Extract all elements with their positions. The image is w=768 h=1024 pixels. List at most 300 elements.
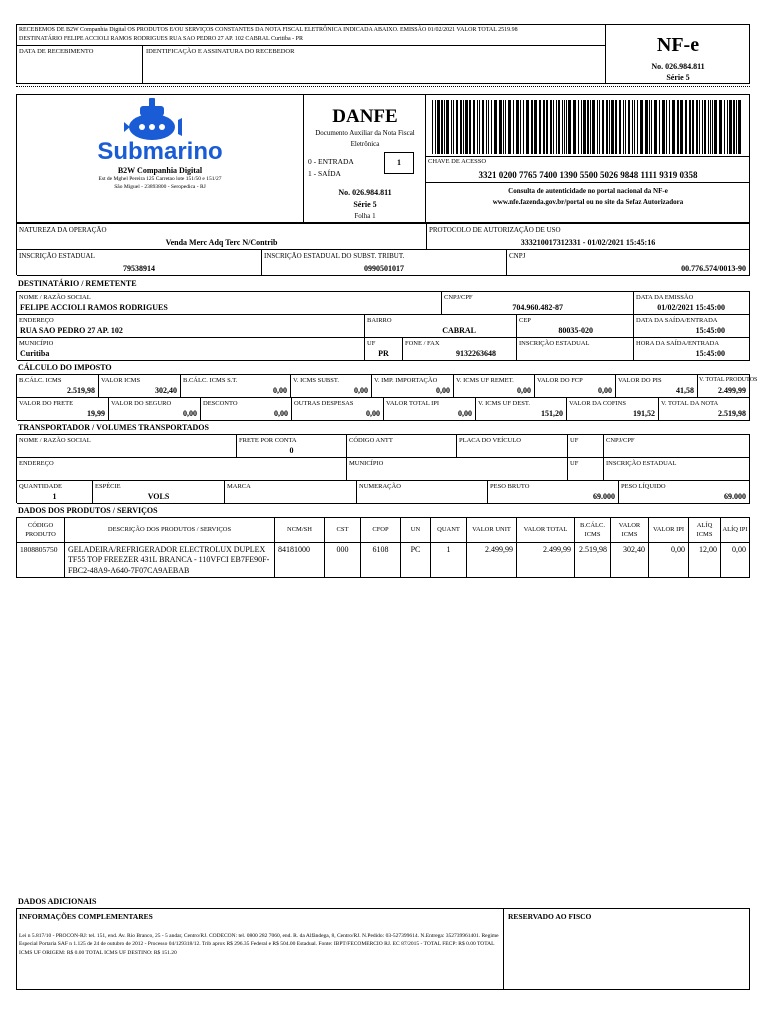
- imposto-label: V. TOTAL DA NOTA: [661, 400, 719, 407]
- barcode-bar: [494, 100, 497, 154]
- info-complementares-text: Lei n 5.817/10 - PROCON-RJ: tel. 151, end. Av. Rio Branco, 25 - 5 andar, Centro/RJ. CODECON: tel. 0800 282 7060, end. R. da Alfândega, 8, Centro/RJ. N.Pedido: 03-527399614. N.Entrega: 352739961401. Regime Especial Portaria SAF n 1.125 de 24 de outubro de 2012 - Processo 04/129318/12. Trib aprox R$ 296.35 Federal e R$ 504.00 Estadual. Fonte: IBPT/FECOMERCIO RJ. EC 87/2015 - TOTAL FECP: R$ 0.00 TOTAL ICMS UF ORIGEM: R$ 0.00 TOTAL ICMS UF DESTINO: R$ 151.20: [19, 933, 499, 956]
- produto-un: PC: [401, 543, 431, 577]
- barcode-bar: [587, 100, 589, 154]
- produto-cst: 000: [325, 543, 361, 577]
- iest-cell: [262, 250, 507, 276]
- imposto-label: V. TOTAL PRODUTOS: [699, 377, 758, 383]
- imposto-value: 2.519,98: [67, 386, 95, 395]
- transp-qtd-cell: [17, 481, 93, 504]
- transp-peso-bruto-value: 69.000: [593, 492, 615, 501]
- barcode-bar: [550, 100, 552, 154]
- col-valor-unit: VALOR UNIT: [467, 518, 517, 543]
- produto-aliq-ipi: 0,00: [721, 543, 750, 577]
- barcode-bar: [597, 100, 598, 154]
- barcode-bar: [578, 100, 579, 154]
- dest-cep-cell: [517, 315, 634, 338]
- dest-ie-label: INSCRIÇÃO ESTADUAL: [519, 340, 590, 347]
- dest-grid: [16, 291, 750, 360]
- danfe-box: [304, 94, 426, 223]
- dest-bairro-label: BAIRRO: [367, 317, 392, 324]
- col-cfop: CFOP: [361, 518, 401, 543]
- protocolo-label: PROTOCOLO DE AUTORIZAÇÃO DE USO: [429, 226, 561, 234]
- barcode-bar: [437, 100, 440, 154]
- dest-cpf-value: 704.960.482-87: [512, 303, 563, 312]
- transp-end-label: ENDEREÇO: [19, 460, 54, 467]
- imposto-value: 0,00: [517, 386, 531, 395]
- ie-value: 79538914: [123, 264, 155, 273]
- barcode-bar: [634, 100, 635, 154]
- transp-end-cell: [17, 458, 347, 481]
- dest-cpf-label: CNPJ/CPF: [444, 294, 473, 301]
- barcode-bar: [659, 100, 660, 154]
- transp-peso-liquido-value: 69.000: [724, 492, 746, 501]
- imposto-value: 191,52: [633, 409, 655, 418]
- imposto-desconto-cell: [201, 398, 292, 421]
- barcode-bar: [619, 100, 621, 154]
- dest-nome-value: FELIPE ACCIOLI RAMOS RODRIGUES: [20, 303, 168, 312]
- produto-aliq-icms: 12,00: [689, 543, 721, 577]
- dest-emissao-label: DATA DA EMISSÃO: [636, 294, 694, 301]
- barcode-bar: [611, 100, 614, 154]
- transp-numeracao-label: NUMERAÇÃO: [359, 483, 401, 490]
- transp-frete-value: 0: [289, 446, 294, 455]
- info-complementares-box: [16, 908, 504, 990]
- produto-valor-ipi: 0,00: [649, 543, 689, 577]
- col-quant: QUANT: [431, 518, 467, 543]
- cut-line: [16, 86, 750, 87]
- ie-label: INSCRIÇÃO ESTADUAL: [19, 252, 95, 260]
- emitente-addr2: São Miguel - 23893800 - Seropedica - RJ: [114, 184, 206, 190]
- transp-nome-label: NOME / RAZÃO SOCIAL: [19, 437, 91, 444]
- imposto-label: VALOR DO SEGURO: [111, 400, 172, 407]
- col-aliq-ipi: ALÍQ IPI: [721, 518, 750, 543]
- transp-peso-bruto-label: PESO BRUTO: [490, 483, 530, 490]
- dest-emissao-value: 01/02/2021 15:45:00: [657, 303, 725, 312]
- transp-cnpj-label: CNPJ/CPF: [606, 437, 635, 444]
- imposto-bc-st-cell: [181, 375, 291, 398]
- barcode-bar: [564, 100, 565, 154]
- imposto-value: 2.519,98: [718, 409, 746, 418]
- protocolo-cell: [427, 224, 750, 250]
- dest-saida-cell: [634, 315, 750, 338]
- barcode-bar: [469, 100, 471, 154]
- barcode-bar: [724, 100, 725, 154]
- produtos-section-title: DADOS DOS PRODUTOS / SERVIÇOS: [18, 506, 158, 515]
- barcode-bar: [692, 100, 694, 154]
- transp-antt-label: CÓDIGO ANTT: [349, 437, 393, 444]
- barcode-bar: [736, 100, 737, 154]
- produto-bc-icms: 2.519,98: [575, 543, 611, 577]
- barcode-bar: [444, 100, 445, 154]
- imposto-bc-icms-cell: [17, 375, 99, 398]
- dest-fone-value: 9132263648: [456, 349, 496, 358]
- col-un: UN: [401, 518, 431, 543]
- produtos-header-row: [16, 517, 750, 543]
- transp-placa-cell: [457, 435, 568, 458]
- transp-uf2-label: UF: [570, 460, 579, 467]
- imposto-value: 151,20: [541, 409, 563, 418]
- col-valor-total: VALOR TOTAL: [517, 518, 575, 543]
- barcode-bar: [562, 100, 563, 154]
- natureza-label: NATUREZA DA OPERAÇÃO: [19, 226, 107, 234]
- transp-especie-value: VOLS: [147, 492, 170, 501]
- barcode-bar: [523, 100, 524, 154]
- barcode-bar: [508, 100, 511, 154]
- produto-descricao: GELADEIRA/REFRIGERADOR ELECTROLUX DUPLEX TF55 TOP FREEZER 431L BRANCA - 110VFCI EB7FE90F-FBC2-48A9-A640-7F07CA9AEBAB: [65, 543, 275, 577]
- imposto-cofins-cell: [567, 398, 659, 421]
- reservado-fisco-label: RESERVADO AO FISCO: [508, 912, 592, 921]
- imposto-value: 41,58: [676, 386, 694, 395]
- protocolo-value: 333210017312331 - 01/02/2021 15:45:16: [520, 238, 656, 247]
- produto-ncm: 84181000: [275, 543, 325, 577]
- barcode-bar: [583, 100, 586, 154]
- consulta-line-2[interactable]: www.nfe.fazenda.gov.br/portal ou no site da Sefaz Autorizadora: [492, 198, 684, 206]
- imposto-uf-dest-cell: [476, 398, 567, 421]
- produto-codigo: 1808805750: [17, 543, 65, 577]
- chave-label: CHAVE DE ACESSO: [428, 158, 487, 165]
- col-codigo: CÓDIGO PRODUTO: [17, 518, 65, 543]
- dest-hora-value: 15:45:00: [695, 349, 725, 358]
- barcode-bar: [649, 100, 650, 154]
- transp-section-title: TRANSPORTADOR / VOLUMES TRANSPORTADOS: [18, 423, 209, 432]
- barcode-bar: [460, 100, 462, 154]
- transp-mun-cell: [347, 458, 568, 481]
- barcode-icon: [430, 100, 746, 154]
- dest-bairro-value: CABRAL: [442, 326, 476, 335]
- barcode-bar: [689, 100, 691, 154]
- transp-uf2-cell: [568, 458, 604, 481]
- imposto-label: VALOR TOTAL IPI: [386, 400, 440, 407]
- barcode-bar: [625, 100, 626, 154]
- barcode-bar: [451, 100, 452, 154]
- produto-valor-unit: 2.499,99: [467, 543, 517, 577]
- natureza-value: Venda Merc Adq Terc N/Contrib: [165, 238, 278, 247]
- barcode-bar: [465, 100, 468, 154]
- barcode-bar: [651, 100, 652, 154]
- adicionais-section-title: DADOS ADICIONAIS: [18, 897, 97, 906]
- transp-numeracao-cell: [357, 481, 488, 504]
- imposto-outras-cell: [292, 398, 384, 421]
- info-complementares-label: INFORMAÇÕES COMPLEMENTARES: [19, 912, 153, 921]
- barcode-bar: [599, 100, 600, 154]
- imposto-value: 302,40: [155, 386, 177, 395]
- imposto-total-produtos-cell: [698, 375, 758, 398]
- barcode-bar: [632, 100, 633, 154]
- barcode-bar: [677, 100, 679, 154]
- chave-box: [426, 94, 750, 223]
- imposto-value: 0,00: [274, 409, 288, 418]
- dest-saida-label: DATA DA SAÍDA/ENTRADA: [636, 317, 718, 324]
- barcode-bar: [645, 100, 648, 154]
- barcode-bar: [712, 100, 713, 154]
- barcode-bar: [503, 100, 504, 154]
- imposto-value: 0,00: [183, 409, 197, 418]
- barcode-bar: [566, 100, 567, 154]
- transp-ie-label: INSCRIÇÃO ESTADUAL: [606, 460, 677, 467]
- data-recebimento-label: DATA DE RECEBIMENTO: [19, 48, 94, 55]
- barcode-bar: [592, 100, 595, 154]
- imposto-section-title: CÁLCULO DO IMPOSTO: [18, 363, 112, 372]
- cnpj-value: 00.776.574/0013-90: [681, 264, 746, 273]
- barcode-bar: [669, 100, 670, 154]
- transp-peso-liquido-label: PESO LÍQUIDO: [621, 483, 666, 490]
- chave-divider: [426, 156, 750, 157]
- imposto-label: VALOR DO FCP: [537, 377, 583, 384]
- barcode-bar: [628, 100, 630, 154]
- imposto-label: V. ICMS UF REMET.: [456, 377, 514, 384]
- canhoto-text-box: [16, 24, 606, 46]
- imposto-importacao-cell: [372, 375, 454, 398]
- transp-especie-label: ESPÉCIE: [95, 483, 121, 490]
- danfe-numero: No. 026.984.811: [338, 188, 392, 197]
- barcode-bar: [482, 100, 484, 154]
- assinatura-box[interactable]: [143, 46, 606, 84]
- transp-cnpj-cell: [604, 435, 750, 458]
- canhoto-serie: Série 5: [666, 73, 690, 82]
- transp-placa-label: PLACA DO VEÍCULO: [459, 437, 521, 444]
- col-cst: CST: [325, 518, 361, 543]
- transp-nome-cell: [17, 435, 237, 458]
- emitente-name: B2W Companhia Digital: [117, 166, 203, 175]
- barcode-bar: [685, 100, 687, 154]
- barcode-bar: [505, 100, 506, 154]
- barcode-bar: [733, 100, 735, 154]
- transp-antt-cell: [347, 435, 457, 458]
- imposto-label: V. IMP. IMPORTAÇÃO: [374, 377, 438, 384]
- barcode-bar: [662, 100, 665, 154]
- barcode-bar: [696, 100, 698, 154]
- emitente-box: [16, 94, 304, 223]
- produto-valor-icms: 302,40: [611, 543, 649, 577]
- imposto-grid: [16, 374, 758, 420]
- dest-cpf-cell: [442, 292, 634, 315]
- transp-frete-label: FRETE POR CONTA: [239, 437, 297, 444]
- barcode-bar: [637, 100, 638, 154]
- barcode-bar: [708, 100, 709, 154]
- dest-hora-label: HORA DA SAÍDA/ENTRADA: [636, 340, 720, 347]
- ie-cell: [17, 250, 262, 276]
- imposto-value: 0,00: [273, 386, 287, 395]
- barcode-bar: [473, 100, 475, 154]
- barcode-bar: [654, 100, 657, 154]
- transp-qtd-value: 1: [52, 492, 57, 501]
- transp-peso-bruto-cell: [488, 481, 619, 504]
- imposto-value: 19,99: [87, 409, 105, 418]
- danfe-serie: Série 5: [353, 200, 377, 209]
- transp-peso-liquido-cell: [619, 481, 750, 504]
- dest-end-cell: [17, 315, 365, 338]
- canhoto-nfe-title: NF-e: [656, 34, 700, 56]
- barcode-bar: [680, 100, 683, 154]
- col-valor-icms: VALOR ICMS: [611, 518, 649, 543]
- barcode-bar: [704, 100, 706, 154]
- imposto-value: 0,00: [354, 386, 368, 395]
- barcode-bar: [456, 100, 458, 154]
- barcode-bar: [446, 100, 449, 154]
- chave-value[interactable]: 3321 0200 7765 7400 1390 5500 5026 9848 1111 9319 0358: [478, 170, 698, 180]
- cnpj-cell: [507, 250, 750, 276]
- barcode-bar: [623, 100, 624, 154]
- barcode-bar: [531, 100, 533, 154]
- dest-fone-label: FONE / FAX: [405, 340, 440, 347]
- imposto-ipi-cell: [384, 398, 476, 421]
- barcode-bar: [479, 100, 480, 154]
- barcode-bar: [556, 100, 557, 154]
- imposto-label: OUTRAS DESPESAS: [294, 400, 354, 407]
- imposto-label: V. ICMS UF DEST.: [478, 400, 530, 407]
- dest-end-value: RUA SAO PEDRO 27 AP. 102: [20, 326, 123, 335]
- natureza-cell: [17, 224, 427, 250]
- danfe-folha: Folha 1: [354, 212, 376, 220]
- ie-row: [16, 249, 750, 275]
- barcode-bar: [729, 100, 732, 154]
- transp-marca-cell: [225, 481, 357, 504]
- barcode-bar: [543, 100, 545, 154]
- produto-valor-total: 2.499,99: [517, 543, 575, 577]
- dest-nome-cell: [17, 292, 442, 315]
- assinatura-label: IDENTIFICAÇÃO E ASSINATURA DO RECEBEDOR: [146, 48, 295, 55]
- table-row: [16, 543, 750, 578]
- barcode-bar: [710, 100, 711, 154]
- barcode-bar: [558, 100, 560, 154]
- emitente-addr1: Est de Mghel Pereira 125 Carretao lote 151/50 e 151/27: [98, 176, 222, 182]
- imposto-value: 0,00: [598, 386, 612, 395]
- imposto-label: VALOR DO FRETE: [19, 400, 74, 407]
- barcode-bar: [453, 100, 454, 154]
- barcode-bar: [491, 100, 492, 154]
- barcode-bar: [640, 100, 643, 154]
- barcode-bar: [463, 100, 464, 154]
- barcode-bar: [602, 100, 604, 154]
- barcode-bar: [488, 100, 489, 154]
- imposto-icms-subst-cell: [291, 375, 372, 398]
- danfe-entrada: 0 - ENTRADA: [308, 157, 354, 166]
- barcode-bar: [486, 100, 487, 154]
- barcode-bar: [573, 100, 576, 154]
- barcode-bar: [568, 100, 571, 154]
- data-recebimento-box[interactable]: [16, 46, 143, 84]
- barcode-bar: [727, 100, 728, 154]
- barcode-bar: [615, 100, 617, 154]
- imposto-uf-remet-cell: [454, 375, 535, 398]
- dest-end-label: ENDEREÇO: [19, 317, 54, 324]
- barcode-bar: [513, 100, 514, 154]
- imposto-label: VALOR DA COFINS: [569, 400, 626, 407]
- chave-divider-2: [426, 182, 750, 183]
- canhoto-numero: No. 026.984.811: [651, 62, 705, 71]
- transp-grid: [16, 434, 750, 503]
- dest-saida-value: 15:45:00: [695, 326, 725, 335]
- imposto-fcp-cell: [535, 375, 616, 398]
- barcode-bar: [699, 100, 700, 154]
- imposto-value: 0,00: [458, 409, 472, 418]
- iest-label: INSCRIÇÃO ESTADUAL DO SUBST. TRIBUT.: [264, 252, 405, 260]
- danfe-subtitle: Documento Auxiliar da Nota Fiscal Eletrônica: [315, 129, 415, 148]
- dest-mun-cell: [17, 338, 365, 361]
- dest-ie-cell: [517, 338, 634, 361]
- imposto-label: V. ICMS SUBST.: [293, 377, 339, 384]
- imposto-valor-icms-cell: [99, 375, 181, 398]
- barcode-bar: [609, 100, 610, 154]
- dest-mun-label: MUNICÍPIO: [19, 340, 54, 347]
- barcode-bar: [534, 100, 537, 154]
- danfe-tipo-box: 1: [384, 152, 414, 174]
- imposto-label: VALOR DO PIS: [618, 377, 662, 384]
- imposto-label: B.CÁLC. ICMS: [19, 377, 62, 384]
- consulta-line-1: Consulta de autenticidade no portal nacional da NF-e: [508, 187, 668, 195]
- transp-uf-cell: [568, 435, 604, 458]
- dest-section-title: DESTINATÁRIO / REMETENTE: [18, 279, 137, 288]
- produto-cfop: 6108: [361, 543, 401, 577]
- barcode-bar: [553, 100, 554, 154]
- danfe-title: DANFE: [332, 106, 398, 127]
- dest-emissao-cell: [634, 292, 750, 315]
- barcode-bar: [539, 100, 541, 154]
- dest-cep-value: 80035-020: [558, 326, 593, 335]
- barcode-bar: [441, 100, 443, 154]
- barcode-bar: [702, 100, 703, 154]
- barcode-bar: [738, 100, 741, 154]
- barcode-bar: [714, 100, 717, 154]
- barcode-bar: [499, 100, 502, 154]
- imposto-frete-cell: [17, 398, 109, 421]
- dest-bairro-cell: [365, 315, 517, 338]
- dest-uf-cell: [365, 338, 403, 361]
- barcode-bar: [516, 100, 519, 154]
- imposto-value: 2.499,99: [718, 386, 746, 395]
- dest-hora-cell: [634, 338, 750, 361]
- barcode-bar: [546, 100, 548, 154]
- col-aliq-icms: ALÍQ ICMS: [689, 518, 721, 543]
- barcode-bar: [477, 100, 478, 154]
- produto-quant: 1: [431, 543, 467, 577]
- col-valor-ipi: VALOR IPI: [649, 518, 689, 543]
- danfe-saida: 1 - SAÍDA: [308, 169, 341, 178]
- imposto-seguro-cell: [109, 398, 201, 421]
- imposto-total-nota-cell: [659, 398, 750, 421]
- transp-frete-cell: [237, 435, 347, 458]
- barcode-bar: [581, 100, 582, 154]
- transp-ie-cell: [604, 458, 750, 481]
- barcode-bar: [672, 100, 675, 154]
- imposto-value: 0,00: [436, 386, 450, 395]
- imposto-value: 0,00: [366, 409, 380, 418]
- iest-value: 0990501017: [364, 264, 404, 273]
- dest-mun-value: Curitiba: [20, 349, 50, 358]
- barcode-bar: [435, 100, 436, 154]
- imposto-pis-cell: [616, 375, 698, 398]
- imposto-label: B.CÁLC. ICMS S.T.: [183, 377, 238, 384]
- dest-fone-cell: [403, 338, 517, 361]
- transp-qtd-label: QUANTIDADE: [19, 483, 62, 490]
- imposto-label: DESCONTO: [203, 400, 238, 407]
- natureza-row: [16, 223, 750, 249]
- barcode-bar: [526, 100, 529, 154]
- barcode-bar: [606, 100, 608, 154]
- transp-mun-label: MUNICÍPIO: [349, 460, 384, 467]
- barcode-bar: [432, 100, 433, 154]
- barcode-bar: [666, 100, 667, 154]
- barcode-bar: [590, 100, 591, 154]
- cnpj-label: CNPJ: [509, 252, 526, 260]
- col-ncm: NCM/SH: [275, 518, 325, 543]
- barcode-bar: [520, 100, 521, 154]
- imposto-label: VALOR ICMS: [101, 377, 141, 384]
- canhoto-text-1: RECEBEMOS DE B2W Companhia Digital OS PRODUTOS E/OU SERVIÇOS CONSTANTES DA NOTA FISCAL ELETRÔNICA INDICADA ABAIXO. EMISSÃO 01/02/2021 VALOR TOTAL 2519.98: [19, 27, 518, 33]
- dest-uf-value: PR: [378, 349, 389, 358]
- transp-especie-cell: [93, 481, 225, 504]
- canhoto-text-2: DESTINATÁRIO FELIPE ACCIOLI RAMOS RODRIGUES RUA SAO PEDRO 27 AP. 102 CABRAL Curitiba - PR: [19, 36, 303, 42]
